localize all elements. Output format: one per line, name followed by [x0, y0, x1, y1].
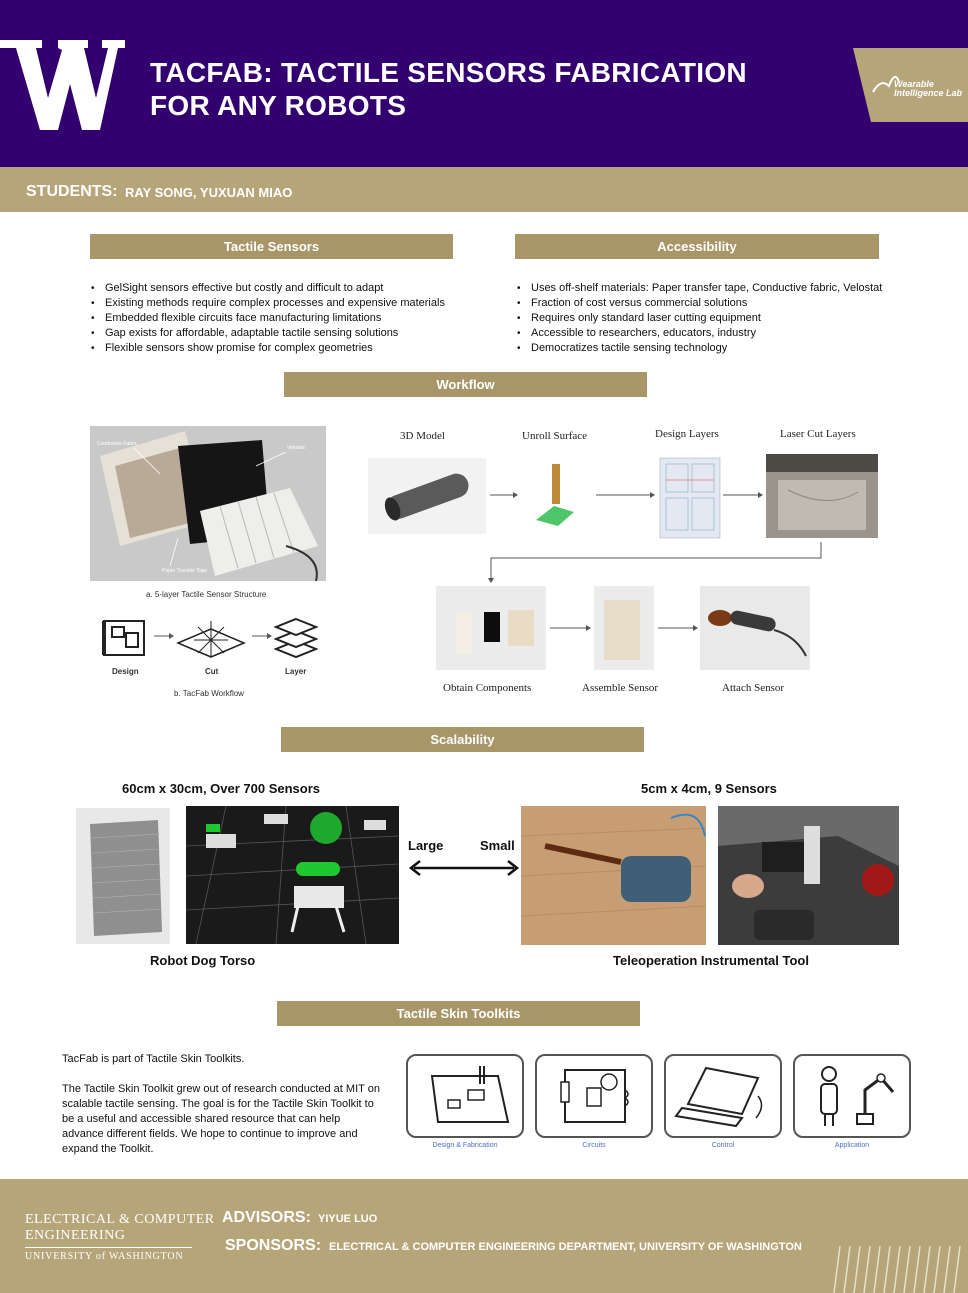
toolkit-paragraph-1: TacFab is part of Tactile Skin Toolkits. [62, 1053, 245, 1065]
step-unroll-surface: Unroll Surface [522, 430, 588, 442]
robot-dog-torso-caption: Robot Dog Torso [150, 953, 256, 968]
university-name: UNIVERSITY of WASHINGTON [25, 1251, 184, 1262]
design-layers-image [660, 458, 720, 538]
caption-b: b. TacFab Workflow [174, 689, 244, 698]
design-fabrication-label[interactable]: Design & Fabrication [432, 1142, 498, 1149]
arrow-right-icon [252, 631, 272, 641]
arrow-right-icon [154, 631, 174, 641]
laptop-icon [666, 1056, 780, 1136]
laser-cut-icon [176, 613, 246, 663]
application-card [793, 1054, 911, 1138]
step-attach-sensor: Attach Sensor [722, 682, 785, 694]
tactile-sensors-list [91, 281, 445, 356]
dept-name-line-1: ELECTRICAL & COMPUTER [25, 1212, 215, 1227]
mini-step-cut: Cut [205, 667, 219, 676]
workflow-diagram [368, 450, 888, 700]
step-design-layers: Design Layers [655, 428, 719, 440]
title-line-2: FOR ANY ROBOTS [150, 90, 407, 121]
control-label[interactable]: Control [711, 1142, 735, 1149]
list-item: • Embedded flexible circuits face manufacturing limitations [91, 311, 445, 326]
list-item: • Uses off-shelf materials: Paper transfer tape, Conductive fabric, Velostat [517, 281, 882, 296]
robot-dog-simulation [186, 806, 399, 944]
control-card [664, 1054, 782, 1138]
list-item: • Flexible sensors show promise for complex geometries [91, 341, 445, 356]
large-scale-title: 60cm x 30cm, Over 700 Sensors [122, 781, 321, 796]
velostat-label: Velostat [287, 445, 305, 451]
mini-step-layer: Layer [285, 667, 307, 676]
assembled-sensor-photo [594, 586, 654, 670]
advisors-label: ADVISORS: [222, 1209, 311, 1226]
list-item: • Requires only standard laser cutting equipment [517, 311, 882, 326]
divider [25, 1247, 192, 1248]
students-names: RAY SONG, YUXUAN MIAO [125, 185, 293, 200]
workflow-heading: Workflow [284, 372, 647, 397]
list-item: • Gap exists for affordable, adaptable tactile sensing solutions [91, 326, 445, 341]
circuits-label[interactable]: Circuits [582, 1142, 606, 1149]
students-label: STUDENTS: [26, 183, 118, 200]
small-label: Small [480, 838, 515, 853]
step-obtain-components: Obtain Components [443, 682, 532, 694]
toolkit-description [62, 1052, 382, 1157]
lab-name: Wearable Intelligence Lab [894, 79, 963, 98]
step-assemble-sensor: Assemble Sensor [582, 682, 659, 694]
attached-sensor-photo [700, 586, 810, 670]
tactile-sensors-heading: Tactile Sensors [90, 234, 453, 259]
poster-footer [0, 1179, 968, 1293]
sewing-machine-icon [408, 1056, 522, 1136]
accessibility-list [517, 281, 882, 356]
robot-torso-photo [76, 808, 170, 944]
unroll-surface-image [536, 464, 574, 526]
teleoperation-caption: Teleoperation Instrumental Tool [613, 953, 809, 968]
design-blueprint-icon [100, 613, 148, 661]
title-line-1: TACFAB: TACTILE SENSORS FABRICATION [150, 57, 747, 88]
list-item: • GelSight sensors effective but costly and difficult to adapt [91, 281, 445, 296]
components-photo [436, 586, 546, 670]
sponsors-label: SPONSORS: [225, 1237, 322, 1254]
human-robot-arm-icon [795, 1056, 909, 1136]
sponsors-names: ELECTRICAL & COMPUTER ENGINEERING DEPARTMENT, UNIVERSITY OF WASHINGTON [329, 1241, 802, 1253]
tube-model-image [368, 458, 486, 534]
teleoperation-photo [718, 806, 899, 945]
caption-a: a. 5-layer Tactile Sensor Structure [146, 590, 267, 599]
uw-w-logo [0, 40, 125, 130]
fork-sensor-photo [521, 806, 706, 945]
list-item: • Democratizes tactile sensing technology [517, 341, 882, 356]
small-scale-title: 5cm x 4cm, 9 Sensors [641, 781, 777, 796]
dept-name-line-2: ENGINEERING [25, 1228, 126, 1243]
double-arrow-icon [408, 859, 520, 877]
step-3d-model: 3D Model [400, 430, 445, 442]
toolkits-heading: Tactile Skin Toolkits [277, 1001, 640, 1026]
large-label: Large [408, 838, 444, 853]
list-item: • Existing methods require complex processes and expensive materials [91, 296, 445, 311]
mini-step-design: Design [112, 667, 139, 676]
advisors-names: YIYUE LUO [318, 1213, 378, 1225]
circuit-icon [537, 1056, 651, 1136]
list-item: • Accessible to researchers, educators, industry [517, 326, 882, 341]
design-fabrication-card [406, 1054, 524, 1138]
circuits-card [535, 1054, 653, 1138]
application-label[interactable]: Application [834, 1142, 870, 1149]
accessibility-heading: Accessibility [515, 234, 879, 259]
scalability-heading: Scalability [281, 727, 644, 752]
list-item: • Fraction of cost versus commercial solutions [517, 296, 882, 311]
toolkit-paragraph-2: The Tactile Skin Toolkit grew out of research conducted at MIT on scalable tactile sensing. The goal is for the Tactile Skin Toolkit to be a useful and accessible shared resource that can help advance different fields. We hope to continue to improve and expand the Toolkit. [62, 1083, 380, 1155]
layers-icon [273, 613, 319, 663]
paper-tape-label: Paper Transfer Tape [162, 568, 208, 574]
laser-cutter-photo [766, 454, 878, 538]
decorative-stripes [826, 1246, 968, 1293]
step-laser-cut-layers: Laser Cut Layers [780, 428, 856, 440]
poster-title [150, 56, 747, 122]
conductive-fabric-label: Conductive Fabric [97, 441, 138, 447]
